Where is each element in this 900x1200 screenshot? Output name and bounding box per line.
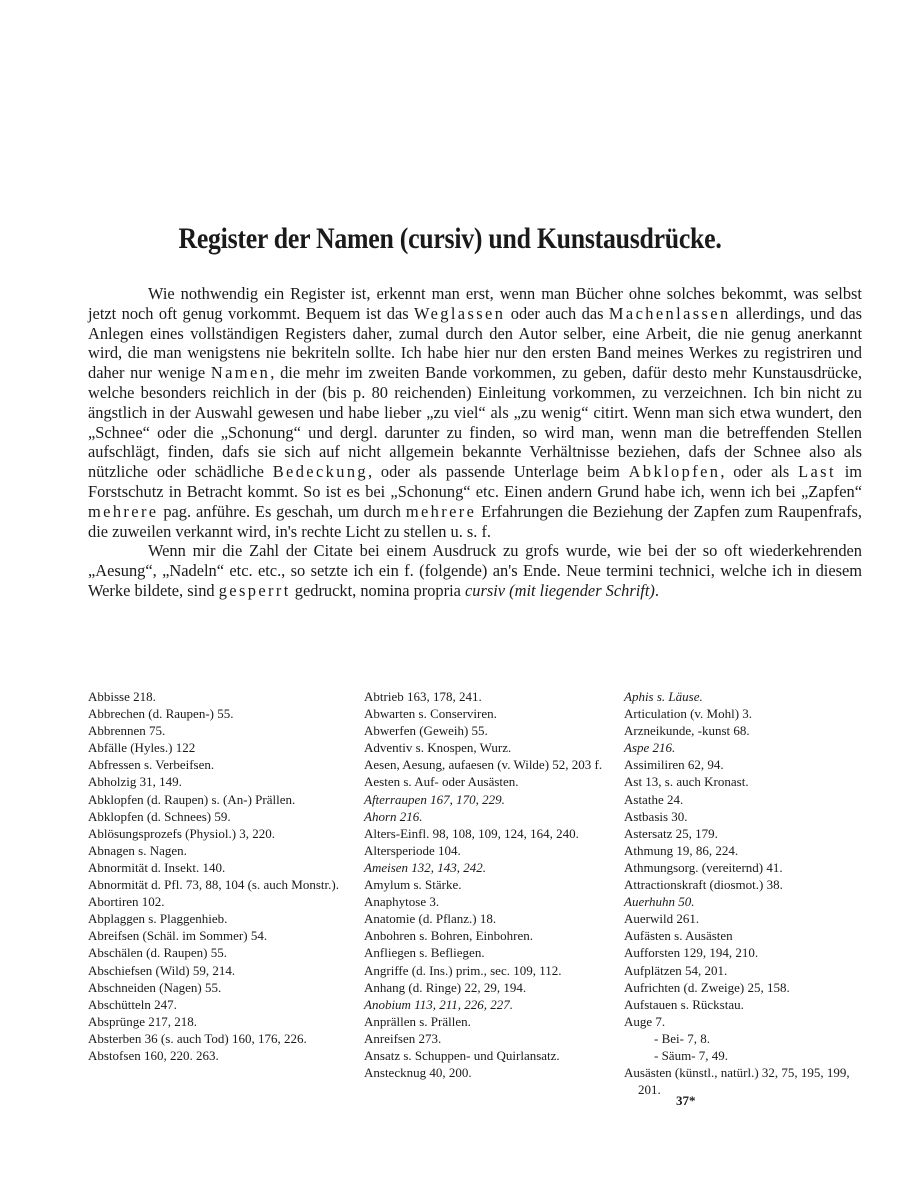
index-entry: Attractionskraft (diosmot.) 38. [624,877,783,893]
index-entry: Anhang (d. Ringe) 22, 29, 194. [364,979,527,995]
spaced-term: Machenlassen [608,303,731,323]
index-entry: Amylum s. Stärke. [364,877,462,893]
index-entry: Arzneikunde, -kunst 68. [624,723,750,739]
index-column-2 [364,688,609,1081]
index-entry: Ablösungsprozefs (Physiol.) 3, 220. [88,825,276,841]
intro-text: . [654,580,659,600]
intro-text: allerdings, und das Anlegen eines vollständigen Registers daher, zumal durch den Autor selber, eine Arbeit, die nie genug anerkannt wird, die man wenigstens nie bekriteln sollte. Ich habe hier nur den ersten Band meines Werkes zu registriren und daher nur wenige [88,303,862,383]
index-entry: Abortiren 102. [88,894,165,910]
intro-text: im Forstschutz in Betracht kommt. So ist es bei „Schonung“ etc. Einen andern Grund habe ich, wenn ich bei „Zapfen“ [88,462,862,501]
index-entry: Altersperiode 104. [364,842,461,858]
spaced-term: Bedeckung [272,462,369,482]
index-entry: Abfälle (Hyles.) 122 [88,740,196,756]
index-entry: Astathe 24. [624,791,684,807]
index-entry: Aufästen s. Ausästen [624,928,733,944]
spaced-term: Weglassen [414,303,506,323]
index-entry: Abwarten s. Conserviren. [364,706,497,722]
spaced-term: mehrere [88,501,159,521]
index-entry: Ast 13, s. auch Kronast. [624,774,749,790]
index-entry: Ansatz s. Schuppen- und Quirlansatz. [364,1047,560,1063]
index-column-1 [88,688,343,1064]
index-entry: Athmungsorg. (vereiternd) 41. [624,859,783,875]
index-entry: Abbrennen 75. [88,723,166,739]
index-entry: Anaphytose 3. [364,894,440,910]
intro-text: , die mehr im zweiten Bande vorkommen, zu geben, dafür desto mehr Kunstausdrücke, welche besonders reichlich in der (bis p. 80 reichenden) Einleitung vorkommen, zu verzeichnen. Ich bin nicht zu ängstlich in der Auswahl gewesen und habe lieber „zu viel“ als „zu wenig“ citirt. Wenn man sich etwa wundert, den „Schnee“ oder die „Schonung“ und dergl. darunter zu finden, so wird man, wenn man die betreffenden Stellen aufschlägt, finden, dafs sie sich auf nicht allgemein bekannte Verhältnisse beziehen, dafs der Schnee also als nützliche oder schädliche [88,363,862,482]
intro-text: pag. anführe. Es geschah, um durch [158,501,406,521]
index-entry: Abwerfen (Geweih) 55. [364,723,488,739]
index-entry: Afterraupen 167, 170, 229. [364,791,505,807]
index-entry: Aufplätzen 54, 201. [624,962,728,978]
index-entry: Aufstauen s. Rückstau. [624,996,744,1012]
index-entry: Astbasis 30. [624,808,688,824]
index-entry: Aspe 216. [624,740,676,756]
index-entry: Abschneiden (Nagen) 55. [88,979,222,995]
italic-term: cursiv (mit liegender Schrift) [465,580,655,600]
intro-text: , oder als [720,462,799,482]
index-entry: Anprällen s. Prällen. [364,1013,471,1029]
index-entry: Abschälen (d. Raupen) 55. [88,945,227,961]
index-entry: Anobium 113, 211, 226, 227. [364,996,514,1012]
index-entry: Absprünge 217, 218. [88,1013,198,1029]
index-entry: Auerwild 261. [624,911,700,927]
index-entry: Anbohren s. Bohren, Einbohren. [364,928,533,944]
index-entry: Abschiefsen (Wild) 59, 214. [88,962,236,978]
index-entry: Ahorn 216. [364,808,423,824]
index-entry: Adventiv s. Knospen, Wurz. [364,740,512,756]
index-entry: Auerhuhn 50. [624,894,695,910]
index-entry: Abschütteln 247. [88,996,177,1012]
intro-paragraph-2 [88,541,862,600]
spaced-term: Abklopfen [628,462,721,482]
index-entry: Absterben 36 (s. auch Tod) 160, 176, 226. [88,1030,307,1046]
index-entry: Anstecknug 40, 200. [364,1065,472,1081]
page-title: Register der Namen (cursiv) und Kunstausdrücke. [178,222,722,255]
index-entry: Abbisse 218. [88,689,156,704]
index-entry: Anfliegen s. Befliegen. [364,945,485,961]
intro-text: Erfahrungen die Beziehung der Zapfen zum Raupenfrafs, die zuweilen verkannt wird, in's rechte Licht zu stellen u. s. f. [88,501,863,541]
index-entry: Ameisen 132, 143, 242. [364,859,487,875]
index-entry: Aufforsten 129, 194, 210. [624,945,759,961]
index-entry: Alters-Einfl. 98, 108, 109, 124, 164, 240. [364,825,579,841]
index-entry: Abfressen s. Verbeifsen. [88,757,215,773]
index-entry: Anreifsen 273. [364,1030,442,1046]
intro-text: , oder als passende Unterlage beim [368,462,629,482]
index-entry: Aesen, Aesung, aufaesen (v. Wilde) 52, 203 f. [364,757,603,773]
index-entry: - Säum- 7, 49. [654,1047,729,1063]
spaced-term: mehrere [405,501,477,521]
index-entry: Athmung 19, 86, 224. [624,842,739,858]
index-entry: - Bei- 7, 8. [654,1030,710,1046]
index-entry: Aesten s. Auf- oder Ausästen. [364,774,519,790]
spaced-term: Namen [210,363,271,383]
index-entry: Abnormität d. Pfl. 73, 88, 104 (s. auch Monstr.). [88,877,339,893]
index-column-3 [624,688,874,1098]
intro-text: Wie nothwendig ein Register ist, erkennt man erst, wenn man Bücher ohne solches bekommt, was selbst jetzt noch oft genug vorkommt. Bequem ist das [88,284,862,323]
spaced-term: gesperrt [218,580,291,600]
spaced-term: Last [798,462,836,482]
intro-paragraph-1 [88,284,862,541]
index-entry: Abklopfen (d. Raupen) s. (An-) Prällen. [88,791,296,807]
intro-text: gedruckt, nomina propria [290,580,466,600]
index-entry: Abplaggen s. Plaggenhieb. [88,911,228,927]
index-entry: Abklopfen (d. Schnees) 59. [88,808,231,824]
intro-text: Wenn mir die Zahl der Citate bei einem Ausdruck zu grofs wurde, wie bei der so oft wiederkehrenden „Aesung“, „Nadeln“ etc. etc., so setzte ich ein f. (folgende) an's Ende. Neue termini technici, welche ich in diesem Werke bildete, sind [88,541,862,600]
index-entry: Ausästen (künstl., natürl.) 32, 75, 195, 199, 201. [624,1065,850,1098]
index-entry: Abnormität d. Insekt. 140. [88,859,226,875]
page-number: 37* [676,1093,696,1108]
index-entry: Anatomie (d. Pflanz.) 18. [364,911,497,927]
index-entry: Articulation (v. Mohl) 3. [624,706,753,722]
index-entry: Assimiliren 62, 94. [624,757,724,773]
index-entry: Abbrechen (d. Raupen-) 55. [88,706,234,722]
index-entry: Astersatz 25, 179. [624,825,718,841]
index-entry: Aphis s. Läuse. [624,689,703,704]
index-entry: Abnagen s. Nagen. [88,842,187,858]
index-entry: Angriffe (d. Ins.) prim., sec. 109, 112. [364,962,562,978]
introduction [88,284,862,601]
index-entry: Auge 7. [624,1013,666,1029]
index-entry: Abholzig 31, 149. [88,774,182,790]
index-entry: Abreifsen (Schäl. im Sommer) 54. [88,928,268,944]
intro-text: oder auch das [505,303,609,323]
index-entry: Abstofsen 160, 220. 263. [88,1047,219,1063]
index-entry: Aufrichten (d. Zweige) 25, 158. [624,979,790,995]
index-entry: Abtrieb 163, 178, 241. [364,689,482,704]
